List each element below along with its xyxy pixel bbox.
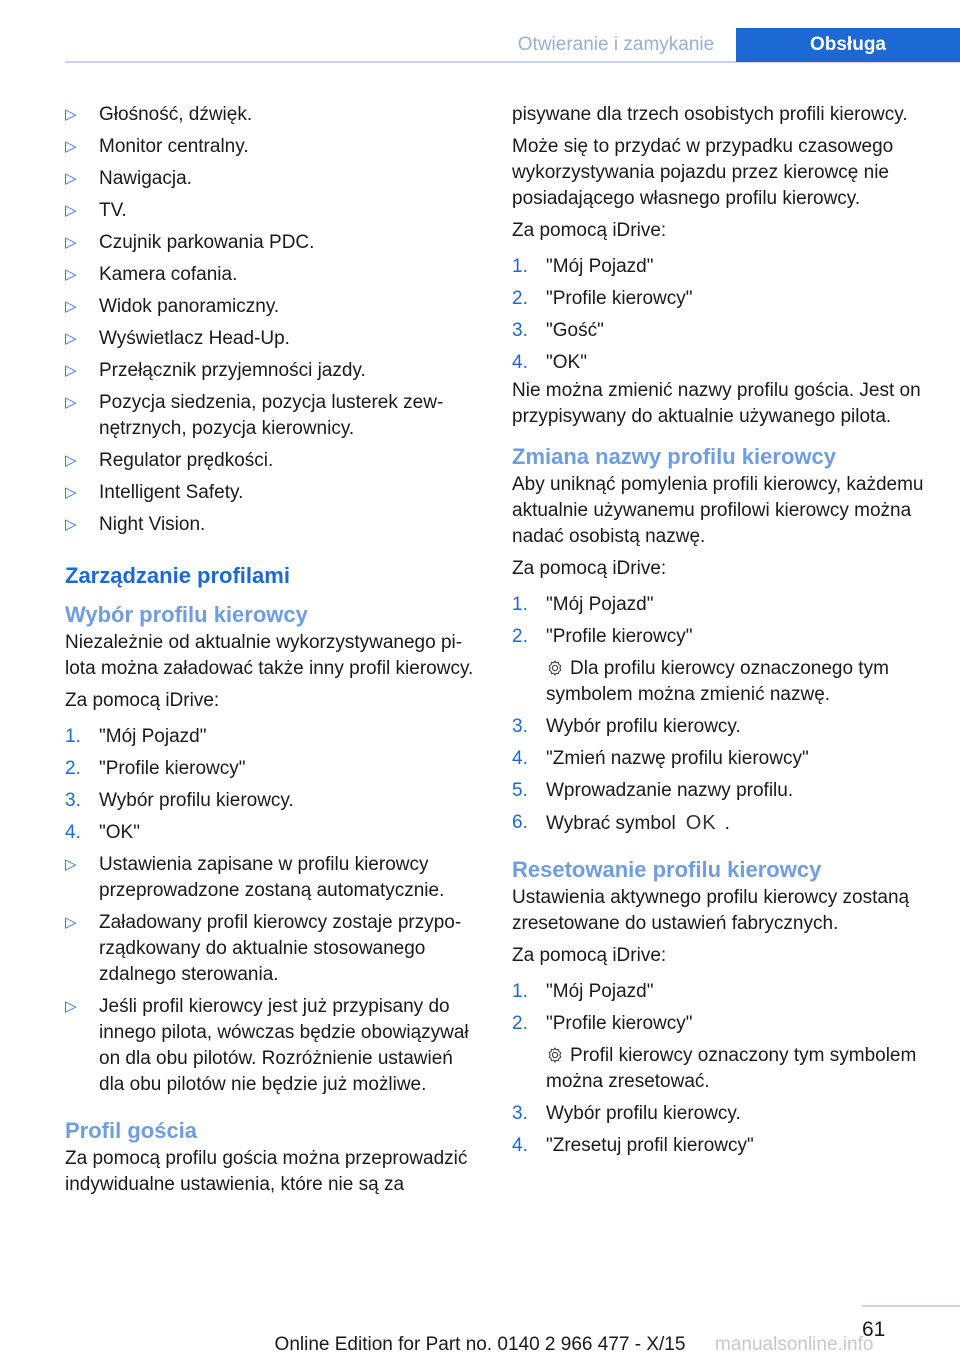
heading-guest-profile: Profil gościa	[65, 1118, 198, 1143]
triangle-bullet-icon: ▷	[65, 106, 77, 123]
list-item: 2. "Profile kierowcy"	[512, 624, 927, 650]
triangle-bullet-icon: ▷	[65, 362, 77, 379]
steps-select	[65, 724, 480, 846]
step-number: 6.	[512, 812, 528, 833]
step-number: 4.	[512, 352, 528, 373]
list-item: 2. "Profile kierowcy"	[512, 286, 927, 312]
list-item: ▷ Ustawienia zapisane w profilu kierowcy przeprowadzone zostaną automatycznie.	[65, 854, 445, 901]
notes-list	[65, 852, 480, 1098]
footer-rule	[862, 1305, 960, 1307]
heading-select-profile: Wybór profilu kierowcy	[65, 602, 308, 627]
paragraph: pisywane dla trzech osobistych profili kierowcy.	[512, 104, 908, 125]
step-number: 1.	[65, 726, 81, 747]
paragraph: Za pomocą profilu gościa można przeprowadzić indywidualne ustawienia, które nie są za	[65, 1148, 468, 1195]
triangle-bullet-icon: ▷	[65, 266, 77, 283]
list-item: ▷ Nawigacja.	[65, 166, 480, 192]
step-number: 1.	[512, 256, 528, 277]
list-item: 3. Wybór profilu kierowcy.	[65, 788, 480, 814]
triangle-bullet-icon: ▷	[65, 484, 77, 501]
step-number: 3.	[65, 790, 81, 811]
heading-reset-profile: Resetowanie profilu kierowcy	[512, 857, 822, 882]
list-item: ▷ Monitor centralny.	[65, 134, 480, 160]
list-item: ▷ Czujnik parkowania PDC.	[65, 230, 480, 256]
triangle-bullet-icon: ▷	[65, 856, 77, 873]
step-number: 4.	[65, 822, 81, 843]
triangle-bullet-icon: ▷	[65, 998, 77, 1015]
header-section-title: Otwieranie i zamykanie	[517, 34, 715, 55]
list-item: ▷ Widok panoramiczny.	[65, 294, 480, 320]
gear-icon	[546, 659, 564, 677]
paragraph: Za pomocą iDrive:	[512, 558, 667, 579]
list-item: 1. "Mój Pojazd"	[512, 979, 927, 1005]
list-item: ▷ Intelligent Safety.	[65, 480, 480, 506]
list-item: ▷ Załadowany profil kierowcy zostaje przyporządkowany do aktualnie stosowanego zdalnego sterowania.	[65, 912, 462, 985]
step-number: 4.	[512, 1135, 528, 1156]
ok-symbol-icon: OK	[685, 812, 717, 834]
step-number: 2.	[512, 626, 528, 647]
gear-icon	[546, 1046, 564, 1064]
list-item: 4. "Zresetuj profil kierowcy"	[512, 1133, 927, 1159]
triangle-bullet-icon: ▷	[65, 516, 77, 533]
list-item: ▷ Wyświetlacz Head-Up.	[65, 326, 480, 352]
list-item: ▷ Kamera cofania.	[65, 262, 480, 288]
paragraph: Aby uniknąć pomylenia profili kierowcy, każdemu aktualnie używanemu profilowi kierowcy można nadać osobistą nazwę.	[512, 474, 924, 547]
paragraph: Za pomocą iDrive:	[512, 945, 667, 966]
list-item: 4. "OK"	[512, 350, 927, 376]
step-number: 3.	[512, 716, 528, 737]
page-number: 61	[862, 1318, 886, 1341]
list-item: 3. "Gość"	[512, 318, 927, 344]
heading-rename-profile: Zmiana nazwy profilu kierowcy	[512, 444, 836, 469]
paragraph: Ustawienia aktywnego profilu kierowcy zostaną zresetowane do ustawień fabrycznych.	[512, 887, 910, 934]
steps-reset	[512, 979, 927, 1159]
list-item: ▷ Jeśli profil kierowcy jest już przypisany do innego pilota, wówczas będzie obowiązywał on dla obu pilotów. Rozróżnienie ustawień dla obu pilotów nie będzie już możliwe.	[65, 996, 469, 1095]
right-column	[512, 102, 927, 1165]
triangle-bullet-icon: ▷	[65, 298, 77, 315]
list-item: 2. "Profile kierowcy"	[512, 1011, 927, 1037]
triangle-bullet-icon: ▷	[65, 330, 77, 347]
step-number: 2.	[512, 1013, 528, 1034]
paragraph: Nie można zmienić nazwy profilu gościa. Jest on przypisywany do aktualnie używanego pilota.	[512, 380, 921, 427]
triangle-bullet-icon: ▷	[65, 138, 77, 155]
step-number: 3.	[512, 320, 528, 341]
list-item: ▷ Głośność, dźwięk.	[65, 102, 480, 128]
list-item: ▷ Night Vision.	[65, 512, 480, 538]
paragraph: Za pomocą iDrive:	[65, 690, 220, 711]
paragraph: Za pomocą iDrive:	[512, 220, 667, 241]
list-item: ▷ Regulator prędkości.	[65, 448, 480, 474]
list-item: 1. "Mój Pojazd"	[65, 724, 480, 750]
list-item: ▷ TV.	[65, 198, 480, 224]
paragraph: Może się to przydać w przypadku czasowego wykorzystywania pojazdu przez kierowcę nie posiadającego własnego profilu kierowcy.	[512, 136, 894, 209]
step-number: 1.	[512, 594, 528, 615]
triangle-bullet-icon: ▷	[65, 170, 77, 187]
list-item: ▷ Przełącznik przyjemności jazdy.	[65, 358, 480, 384]
reset-note: Profil kierowcy oznaczony tym symbolem można zresetować.	[546, 1045, 917, 1092]
footer-edition: Online Edition for Part no. 0140 2 966 477 - X/15	[274, 1334, 686, 1355]
triangle-bullet-icon: ▷	[65, 452, 77, 469]
list-item: 2. "Profile kierowcy"	[65, 756, 480, 782]
list-item: 3. Wybór profilu kierowcy.	[512, 1101, 927, 1127]
watermark: manualsonline.info	[715, 1334, 874, 1355]
step-number: 2.	[65, 758, 81, 779]
step-number: 5.	[512, 780, 528, 801]
list-item: ▷ Pozycja siedzenia, pozycja lusterek zewnętrznych, pozycja kierownicy.	[65, 392, 444, 439]
triangle-bullet-icon: ▷	[65, 234, 77, 251]
list-item: 6. Wybrać symbol OK .	[512, 812, 730, 834]
list-item: 4. "OK"	[65, 820, 480, 846]
left-column	[65, 102, 480, 1204]
triangle-bullet-icon: ▷	[65, 914, 77, 931]
header-tab: Obsługa	[736, 28, 960, 62]
list-item: 4. "Zmień nazwę profilu kierowcy"	[512, 746, 927, 772]
list-item: 1. "Mój Pojazd"	[512, 592, 927, 618]
triangle-bullet-icon: ▷	[65, 394, 77, 411]
paragraph: Niezależnie od aktualnie wykorzystywanego pilota można załadować także inny profil kierowcy.	[65, 632, 474, 679]
steps-guest	[512, 254, 927, 376]
list-item: 3. Wybór profilu kierowcy.	[512, 714, 927, 740]
step-number: 2.	[512, 288, 528, 309]
step-number: 3.	[512, 1103, 528, 1124]
heading-profile-management: Zarządzanie profilami	[65, 563, 290, 588]
rename-note: Dla profilu kierowcy oznaczonego tym symbolem można zmienić nazwę.	[546, 658, 889, 705]
feature-list	[65, 102, 480, 538]
list-item: 1. "Mój Pojazd"	[512, 254, 927, 280]
step-number: 1.	[512, 981, 528, 1002]
triangle-bullet-icon: ▷	[65, 202, 77, 219]
steps-rename	[512, 592, 927, 837]
list-item: 5. Wprowadzanie nazwy profilu.	[512, 778, 927, 804]
step-number: 4.	[512, 748, 528, 769]
